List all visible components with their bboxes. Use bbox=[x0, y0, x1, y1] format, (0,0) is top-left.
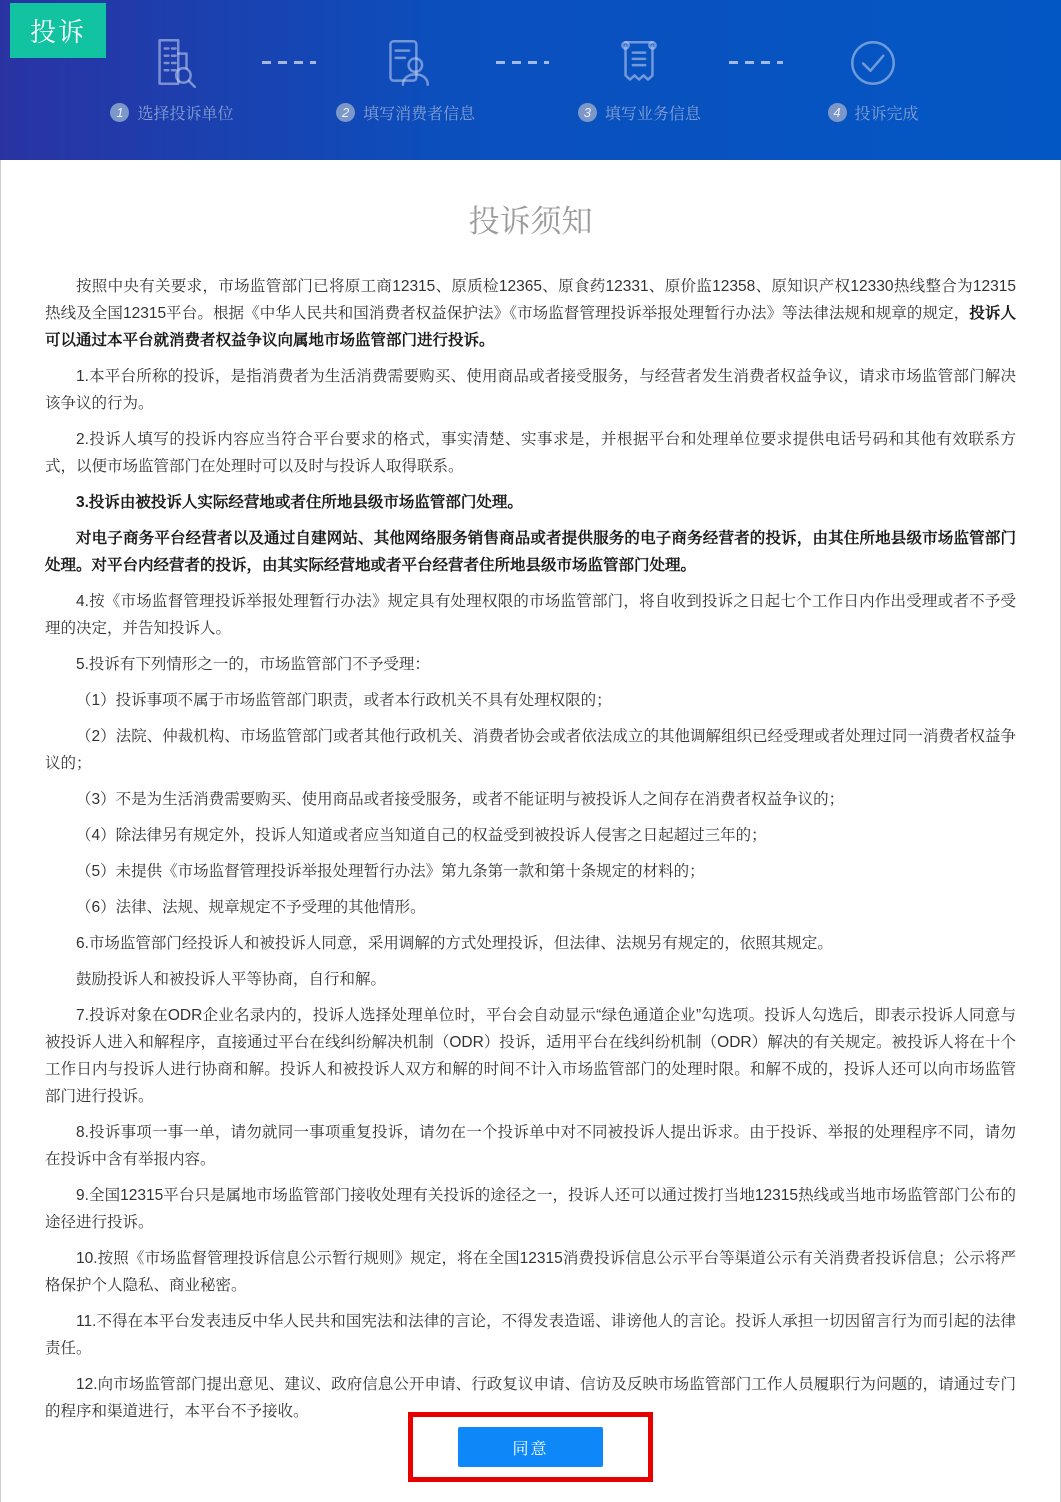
step-text: 填写业务信息 bbox=[604, 106, 701, 123]
annotation-box bbox=[408, 1412, 653, 1482]
step-number: 4 bbox=[828, 103, 847, 122]
notice-paragraph: 按照中央有关要求，市场监管部门已将原工商12315、原质检12365、原食药12331、原价监12358、原知识产权12330热线整合为12315热线及全国12315平台。根据《中华人民共和国消费者权益保护法》《市场监督管理投诉举报处理暂行办法》等法律法规和规章的规定，投诉人可以通过本平台就消费者权益争议向属地市场监管部门进行投诉。 bbox=[45, 278, 1016, 349]
step-item-3 bbox=[559, 34, 719, 124]
step-item-1 bbox=[92, 34, 252, 124]
step-number: 1 bbox=[110, 103, 129, 122]
agree-button[interactable]: 同意 bbox=[458, 1427, 603, 1467]
notice-paragraph: 6.市场监管部门经投诉人和被投诉人同意，采用调解的方式处理投诉，但法律、法规另有规定的，依照其规定。 bbox=[76, 935, 833, 952]
notice-paragraph: （3）不是为生活消费需要购买、使用商品或者接受服务，或者不能证明与被投诉人之间存在消费者权益争议的； bbox=[76, 791, 845, 808]
notice-paragraph: 7.投诉对象在ODR企业名录内的，投诉人选择处理单位时，平台会自动显示“绿色通道企业”勾选项。投诉人勾选后，即表示投诉人同意与被投诉人进入和解程序，直接通过平台在线纠纷解决机制（ODR）投诉，适用平台在线纠纷机制（ODR）解决的有关规定。被投诉人将在十个工作日内与投诉人进行协商和解。投诉人和被投诉人双方和解的时间不计入市场监管部门的处理时限。和解不成的，投诉人还可以向市场监管部门进行投诉。 bbox=[45, 1007, 1016, 1105]
notice-paragraph: 对电子商务平台经营者以及通过自建网站、其他网络服务销售商品或者提供服务的电子商务经营者的投诉，由其住所地县级市场监管部门处理。对平台内经营者的投诉，由其实际经营地或者平台经营者住所地县级市场监管部门处理。 bbox=[45, 530, 1016, 574]
notice-paragraph: 11.不得在本平台发表违反中华人民共和国宪法和法律的言论，不得发表造谣、诽谤他人的言论。投诉人承担一切因留言行为而引起的法律责任。 bbox=[45, 1313, 1016, 1357]
step-connector bbox=[262, 61, 316, 64]
step-label bbox=[110, 101, 233, 124]
notice-paragraph: 10.按照《市场监督管理投诉信息公示暂行规则》规定，将在全国12315消费投诉信息公示平台等渠道公示有关消费者投诉信息；公示将严格保护个人隐私、商业秘密。 bbox=[45, 1250, 1016, 1294]
step-connector bbox=[496, 61, 550, 64]
notice-paragraph: 5.投诉有下列情形之一的，市场监管部门不予受理： bbox=[76, 656, 430, 673]
notice-paragraph: 4.按《市场监督管理投诉举报处理暂行办法》规定具有处理权限的市场监管部门，将自收到投诉之日起七个工作日内作出受理或者不予受理的决定，并告知投诉人。 bbox=[45, 593, 1016, 637]
notice-paragraph: 9.全国12315平台只是属地市场监管部门接收处理有关投诉的途径之一，投诉人还可以通过拨打当地12315热线或当地市场监管部门公布的途径进行投诉。 bbox=[45, 1187, 1016, 1231]
check-circle-icon bbox=[844, 34, 902, 92]
notice-paragraph: 鼓励投诉人和被投诉人平等协商，自行和解。 bbox=[76, 971, 387, 988]
document-person-icon bbox=[377, 34, 435, 92]
notice-paragraph: （2）法院、仲裁机构、市场监管部门或者其他行政机关、消费者协会或者依法成立的其他调解组织已经受理或者处理过同一消费者权益争议的； bbox=[45, 728, 1016, 772]
agree-section bbox=[0, 1412, 1061, 1482]
step-text: 填写消费者信息 bbox=[363, 106, 476, 123]
page-title: 投诉须知 bbox=[468, 204, 593, 239]
notice-paragraph: （1）投诉事项不属于市场监管部门职责，或者本行政机关不具有处理权限的； bbox=[76, 692, 612, 709]
receipt-icon bbox=[610, 34, 668, 92]
notice-paragraph: 12.向市场监管部门提出意见、建议、政府信息公开申请、行政复议申请、信访及反映市场监管部门工作人员履职行为问题的，请通过专门的程序和渠道进行，本平台不予接收。 bbox=[45, 1376, 1016, 1420]
notice-paragraph: （4）除法律另有规定外，投诉人知道或者应当知道自己的权益受到被投诉人侵害之日起超过三年的； bbox=[76, 827, 767, 844]
step-number: 2 bbox=[336, 103, 355, 122]
step-text: 投诉完成 bbox=[854, 106, 919, 123]
step-connector bbox=[729, 61, 783, 64]
notice-paragraph: （6）法律、法规、规章规定不予受理的其他情形。 bbox=[76, 899, 426, 916]
step-label bbox=[336, 101, 475, 124]
step-label bbox=[828, 101, 919, 124]
notice-paragraph: 3.投诉由被投诉人实际经营地或者住所地县级市场监管部门处理。 bbox=[76, 494, 523, 511]
building-search-icon bbox=[143, 34, 201, 92]
notice-paragraph: （5）未提供《市场监督管理投诉举报处理暂行办法》第九条第一款和第十条规定的材料的； bbox=[76, 863, 705, 880]
notice-paragraph: 1.本平台所称的投诉，是指消费者为生活消费需要购买、使用商品或者接受服务，与经营者发生消费者权益争议，请求市场监管部门解决该争议的行为。 bbox=[45, 368, 1016, 412]
notice-body bbox=[45, 273, 1016, 1433]
wizard-header bbox=[0, 0, 1061, 160]
step-number: 3 bbox=[578, 103, 597, 122]
complaint-badge: 投诉 bbox=[10, 3, 106, 58]
notice-panel bbox=[0, 160, 1061, 1502]
step-label bbox=[578, 101, 701, 124]
notice-paragraph: 8.投诉事项一事一单，请勿就同一事项重复投诉，请勿在一个投诉单中对不同被投诉人提出诉求。由于投诉、举报的处理程序不同，请勿在投诉中含有举报内容。 bbox=[45, 1124, 1016, 1168]
step-text: 选择投诉单位 bbox=[137, 106, 234, 123]
step-item-4 bbox=[793, 34, 953, 124]
step-item-2 bbox=[326, 34, 486, 124]
steps bbox=[92, 34, 953, 124]
notice-paragraph: 2.投诉人填写的投诉内容应当符合平台要求的格式，事实清楚、实事求是，并根据平台和处理单位要求提供电话号码和其他有效联系方式，以便市场监管部门在处理时可以及时与投诉人取得联系。 bbox=[45, 431, 1016, 475]
